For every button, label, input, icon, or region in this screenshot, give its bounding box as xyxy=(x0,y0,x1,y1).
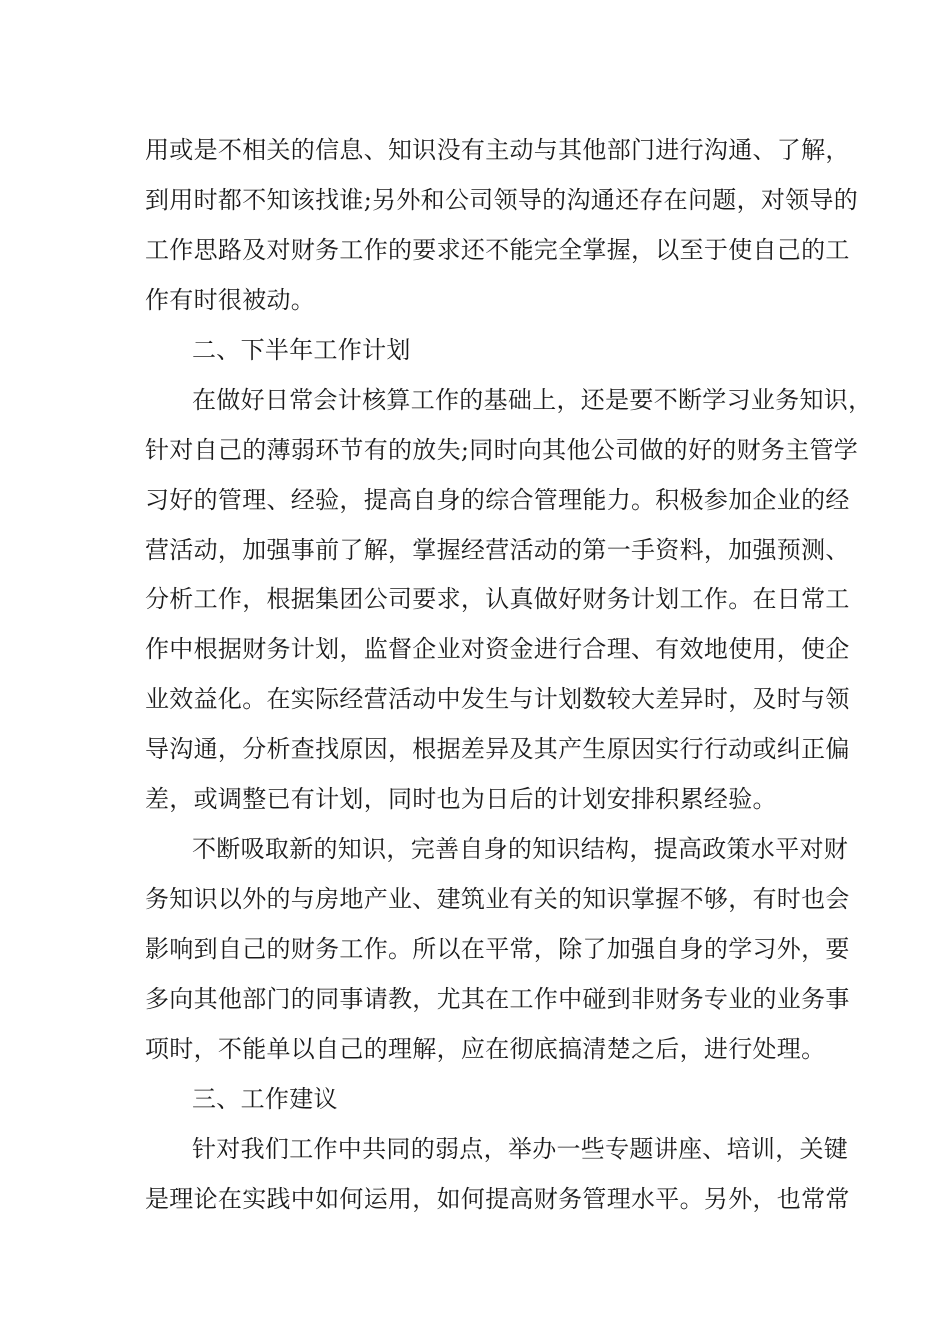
paragraph-line: 针对我们工作中共同的弱点，举办一些专题讲座、培训，关键 xyxy=(192,1135,849,1163)
paragraph-line: 业效益化。在实际经营活动中发生与计划数较大差异时，及时与领 xyxy=(145,685,850,713)
paragraph-line: 项时，不能单以自己的理解，应在彻底搞清楚之后，进行处理。 xyxy=(145,1035,826,1063)
paragraph-line: 不断吸取新的知识，完善自身的知识结构，提高政策水平对财 xyxy=(192,835,849,863)
paragraph-line: 针对自己的薄弱环节有的放失;同时向其他公司做的好的财务主管学 xyxy=(145,436,859,464)
paragraph-line: 差，或调整已有计划，同时也为日后的计划安排积累经验。 xyxy=(145,785,777,813)
paragraph-line: 作中根据财务计划，监督企业对资金进行合理、有效地使用，使企 xyxy=(145,635,850,663)
paragraph-line: 导沟通，分析查找原因，根据差异及其产生原因实行行动或纠正偏 xyxy=(145,735,850,763)
paragraph-line: 营活动，加强事前了解，掌握经营活动的第一手资料，加强预测、 xyxy=(145,536,850,564)
paragraph-line: 分析工作，根据集团公司要求，认真做好财务计划工作。在日常工 xyxy=(145,585,850,613)
paragraph-line: 用或是不相关的信息、知识没有主动与其他部门进行沟通、了解， xyxy=(145,136,850,164)
paragraph-line: 多向其他部门的同事请教，尤其在工作中碰到非财务专业的业务事 xyxy=(145,985,850,1013)
paragraph-line: 作有时很被动。 xyxy=(145,286,316,314)
paragraph-line: 影响到自己的财务工作。所以在平常，除了加强自身的学习外，要 xyxy=(145,935,850,963)
paragraph-line: 工作思路及对财务工作的要求还不能完全掌握，以至于使自己的工 xyxy=(145,236,850,264)
paragraph-line: 到用时都不知该找谁;另外和公司领导的沟通还存在问题，对领导的 xyxy=(145,186,859,214)
paragraph-line: 是理论在实践中如何运用，如何提高财务管理水平。另外，也常常 xyxy=(145,1185,850,1213)
paragraph-line: 务知识以外的与房地产业、建筑业有关的知识掌握不够，有时也会 xyxy=(145,885,850,913)
paragraph-line: 在做好日常会计核算工作的基础上，还是要不断学习业务知识， xyxy=(192,386,873,414)
section-heading: 三、工作建议 xyxy=(192,1085,338,1113)
paragraph-line: 习好的管理、经验，提高自身的综合管理能力。积极参加企业的经 xyxy=(145,486,850,514)
section-heading: 二、下半年工作计划 xyxy=(192,336,411,364)
